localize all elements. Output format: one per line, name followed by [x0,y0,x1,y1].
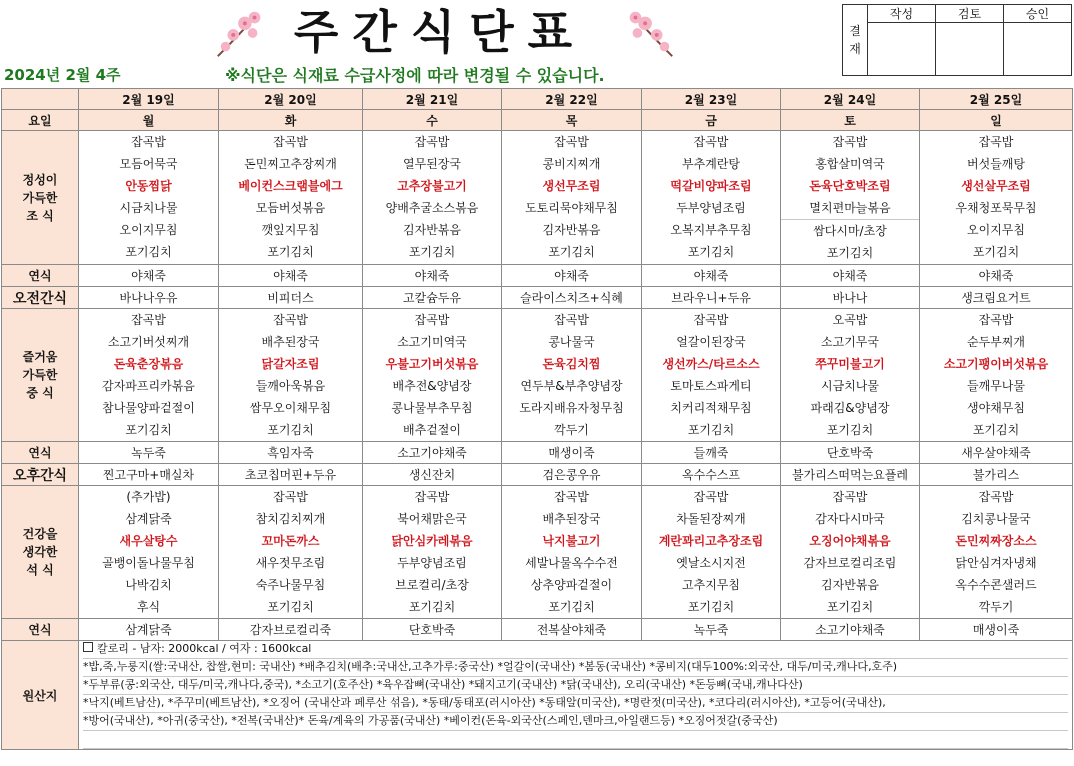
am-snack-cell: 슬라이스치즈+식혜 [502,287,642,309]
menu-item: 토마토스파게티 [670,379,752,393]
menu-item: 순두부찌개 [967,335,1025,349]
lunch-cell [920,309,1073,442]
dinner-cell [920,486,1073,619]
menu-item: 콩나물부추무침 [391,401,473,415]
breakfast-cell [502,131,642,265]
menu-item: 배추겉절이 [403,423,461,437]
dinner-porridge-label: 연식 [2,619,79,641]
approval-col: 승인 [1004,5,1072,23]
menu-item: 잡곡밥 [273,313,308,327]
lunch-porridge-cell: 새우살야채죽 [920,442,1073,464]
menu-item: 생선살무조림 [961,179,1031,193]
menu-item: 포기김치 [548,600,595,614]
menu-item: 베이컨스크램블에그 [238,179,343,193]
dinner-porridge-cell: 소고기야채죽 [781,619,920,641]
menu-item: 생선까스/타르소스 [662,357,760,371]
menu-item: 잡곡밥 [131,135,166,149]
am-snack-label: 오전간식 [2,287,79,309]
menu-item: 포기김치 [826,423,874,437]
menu-item: 골뱅이돌나물무침 [102,556,195,570]
menu-item: 버섯들깨탕 [967,157,1025,171]
menu-item: 포기김치 [972,423,1020,437]
weekday-label: 요일 [2,110,79,131]
menu-item: 나박김치 [125,578,172,592]
menu-item: 김자반볶음 [821,578,879,592]
breakfast-porridge-cell: 야채죽 [79,265,219,287]
calorie-text: 칼로리 - 남자: 2000kcal / 여자 : 1600kcal [97,642,312,655]
menu-item: 잡곡밥 [978,490,1014,504]
menu-item: 닭안심겨자냉채 [955,556,1037,570]
menu-item: 포기김치 [687,245,735,259]
origin-blank-line [83,731,1068,749]
dinner-porridge-cell: 전복살야채죽 [502,619,642,641]
menu-item: 모듬버섯볶음 [255,201,326,215]
dinner-cell [781,486,920,619]
menu-item: 잡곡밥 [693,313,729,327]
menu-item: 도라지배유자청무침 [519,401,624,415]
menu-item: 후식 [136,600,161,614]
menu-item: 옛날소시지전 [676,556,746,570]
date-header: 2월 21일 [363,89,502,110]
approval-sign[interactable] [868,23,936,76]
lunch-cell [363,309,502,442]
menu-item: 콩나물국 [548,335,595,349]
pm-snack-cell: 찐고구마+매실차 [79,464,219,486]
approval-col: 작성 [868,5,936,23]
menu-item: 브로컬리/초장 [395,578,469,592]
menu-item: 얼갈이된장국 [676,335,746,349]
lunch-porridge-cell: 녹두죽 [79,442,219,464]
menu-item: 참치김치찌개 [255,512,326,526]
menu-item: 모듬어묵국 [119,157,178,171]
lunch-porridge-cell: 들깨죽 [642,442,781,464]
menu-item: 깍두기 [978,600,1014,614]
origin-line: *방어(국내산), *아귀(중국산), *전복(국내산)* 돈육/계육의 가공품(국내산) *베이컨(돈육-외국산(스페인,덴마크,아일랜드등) *오징어젓갈(중국산) [83,713,1068,731]
menu-item: (추가밥) [126,490,171,504]
menu-item: 소고기팽이버섯볶음 [943,357,1049,371]
menu-item: 잡곡밥 [978,313,1014,327]
menu-item: 감자브로컬리조림 [803,556,897,570]
menu-item: 잡곡밥 [131,313,166,327]
menu-item: 닭갈자조림 [261,357,320,371]
menu-item: 삼계닭죽 [125,512,172,526]
menu-item: 낙지불고기 [542,534,601,548]
pm-snack-label: 오후간식 [2,464,79,486]
menu-item: 콩비지찌개 [542,157,601,171]
dinner-cell [502,486,642,619]
weekday-header: 일 [920,110,1073,131]
checkbox-icon [83,642,93,652]
lunch-porridge-label: 연식 [2,442,79,464]
menu-item: 깻잎지무침 [261,223,320,237]
notice-text: ※식단은 식재료 수급사정에 따라 변경될 수 있습니다. [225,66,605,85]
am-snack-cell: 브라우니+두유 [642,287,781,309]
pm-snack-cell: 초코칩머핀+두유 [219,464,363,486]
menu-item: 포기김치 [267,245,314,259]
menu-item: 잡곡밥 [554,135,589,149]
menu-item: 들깨아욱볶음 [255,379,326,393]
menu-item: 새우젓무조림 [255,556,326,570]
breakfast-cell [219,131,363,265]
menu-item: 돈민찌고추장찌개 [244,157,337,171]
breakfast-cell [920,131,1073,265]
dinner-cell [79,486,219,619]
dinner-cell [642,486,781,619]
menu-item: 배추전&양념장 [392,379,472,393]
breakfast-porridge-cell: 야채죽 [920,265,1073,287]
origin-line: *밥,죽,누룽지(쌀:국내산, 찹쌀,현미: 국내산) *배추김치(배추:국내산,고추가루:중국산) *얼갈이(국내산) *봄동(국내산) *콩비지(대두100%:외국산, 대두/미국,캐나다,호주) [83,659,1068,677]
menu-item: 연두부&부추양념장 [520,379,623,393]
menu-item: 우불고기버섯볶음 [385,357,479,371]
date-header: 2월 19일 [79,89,219,110]
menu-item: 들깨무나물 [967,379,1025,393]
menu-item: 잡곡밥 [693,135,729,149]
calorie-info [83,641,1068,659]
menu-item: 잡곡밥 [554,313,589,327]
menu-item: 우채청포묵무침 [955,201,1037,215]
lunch-porridge-cell: 매생이죽 [502,442,642,464]
menu-item: 포기김치 [267,600,314,614]
menu-item: 포기김치 [267,423,314,437]
menu-item: 돈육단호박조림 [809,179,891,193]
menu-item: 떡갈비양파조림 [670,179,752,193]
origin-cell [79,641,1073,750]
menu-item: 세발나물옥수수전 [525,556,618,570]
menu-item: 고추지무침 [682,578,740,592]
menu-item: 숙주나물무침 [255,578,326,592]
dinner-label: 건강을 생각한 석 식 [2,486,79,619]
menu-item: 포기김치 [687,600,735,614]
menu-item: 돈육김치찜 [542,357,601,371]
menu-item: 계란꽈리고추장조림 [658,534,764,548]
dinner-porridge-cell: 매생이죽 [920,619,1073,641]
dinner-porridge-cell: 단호박죽 [363,619,502,641]
breakfast-cell [642,131,781,265]
menu-item: 새우살탕수 [119,534,178,548]
origin-line: *낙지(베트남산), *주꾸미(베트남산), *오징어 (국내산과 페루산 섞음), *동태/동태포(러시아산) *동태알(미국산), *명란젓(미국산), *코다리(러시아산), *고등어(국내산), [83,695,1068,713]
menu-item: 감자다시마국 [815,512,885,526]
weekday-header: 금 [642,110,781,131]
weekday-header: 목 [502,110,642,131]
menu-item: 김치콩나물국 [961,512,1031,526]
breakfast-porridge-cell: 야채죽 [219,265,363,287]
cherry-blossom-icon [212,4,270,62]
menu-item: 시금치나물 [821,379,879,393]
origin-label: 원산지 [2,641,79,750]
menu-item: 쭈꾸미불고기 [815,357,885,371]
approval-col: 검토 [936,5,1004,23]
menu-item: 도토리묵야채무침 [525,201,618,215]
menu-item: 포기김치 [408,600,456,614]
approval-sign[interactable] [936,23,1004,76]
menu-item: 쌈다시마/초장 [813,224,887,238]
menu-item: 꼬마돈까스 [261,534,320,548]
menu-item: 잡곡밥 [978,135,1014,149]
breakfast-porridge-cell: 야채죽 [363,265,502,287]
menu-item: 파래김&양념장 [810,401,890,415]
menu-item: 돈육춘장볶음 [113,357,184,371]
lunch-porridge-cell: 소고기야채죽 [363,442,502,464]
dinner-porridge-cell: 삼계닭죽 [79,619,219,641]
menu-item: 포기김치 [687,423,735,437]
breakfast-porridge-cell: 야채죽 [642,265,781,287]
menu-item: 감자파프리카볶음 [102,379,195,393]
menu-item: 잡곡밥 [414,135,450,149]
menu-item: 오곡밥 [832,313,868,327]
dinner-porridge-cell: 감자브로컬리죽 [219,619,363,641]
breakfast-porridge-cell: 야채죽 [502,265,642,287]
menu-item: 배추된장국 [261,335,320,349]
menu-item: 소고기미역국 [397,335,467,349]
menu-item: 참나물양파겉절이 [102,401,195,415]
menu-item: 오이지무침 [967,223,1025,237]
approval-sign[interactable] [1004,23,1072,76]
menu-item: 고추장불고기 [397,179,467,193]
menu-item: 소고기버섯찌개 [107,335,190,349]
menu-item: 잡곡밥 [554,490,589,504]
am-snack-cell: 바나나 [781,287,920,309]
pm-snack-cell: 생신잔치 [363,464,502,486]
menu-item: 두부양념조림 [676,201,746,215]
approval-box [842,4,1072,76]
am-snack-cell: 비피더스 [219,287,363,309]
week-label: 2024년 2월 4주 [4,66,121,84]
breakfast-porridge-label: 연식 [2,265,79,287]
menu-item: 김자반볶음 [542,223,601,237]
am-snack-cell: 생크림요거트 [920,287,1073,309]
menu-item: 생선무조림 [542,179,601,193]
origin-line: *두부류(콩:외국산, 대두/미국,캐나다,중국), *소고기(호주산) *육우잡뼈(국내산) *돼지고기(국내산) *닭(국내산), 오리(국내산) *돈등뼈(국내,캐나다산) [83,677,1068,695]
breakfast-label: 정성이 가득한 조 식 [2,131,79,265]
menu-item: 북어채맑은국 [397,512,467,526]
menu-item: 포기김치 [408,245,456,259]
lunch-cell [219,309,363,442]
lunch-cell [781,309,920,442]
breakfast-porridge-cell: 야채죽 [781,265,920,287]
menu-item: 치커리적채무침 [670,401,752,415]
pm-snack-cell: 불가리스떠먹는요플레 [781,464,920,486]
menu-item: 잡곡밥 [693,490,729,504]
dinner-porridge-cell: 녹두죽 [642,619,781,641]
menu-item: 포기김치 [548,245,595,259]
lunch-cell [642,309,781,442]
menu-item: 상추양파겉절이 [530,578,613,592]
menu-item: 닭안심카레볶음 [391,534,473,548]
menu-item: 멸치편마늘볶음 [781,197,919,220]
date-header: 2월 25일 [920,89,1073,110]
dinner-cell [363,486,502,619]
approval-label: 결 재 [843,5,868,76]
weekday-header: 수 [363,110,502,131]
menu-item: 오이지무침 [119,223,178,237]
menu-item: 김자반볶음 [403,223,461,237]
menu-item: 포기김치 [125,423,172,437]
menu-item: 잡곡밥 [414,313,450,327]
menu-item: 배추된장국 [542,512,601,526]
menu-item: 잡곡밥 [414,490,450,504]
weekday-header: 토 [781,110,920,131]
menu-item: 깍두기 [554,423,589,437]
weekday-header: 화 [219,110,363,131]
date-header: 2월 20일 [219,89,363,110]
lunch-porridge-cell: 흑임자죽 [219,442,363,464]
menu-table [1,88,1073,750]
menu-item: 안동찜닭 [125,179,172,193]
breakfast-cell [79,131,219,265]
menu-item: 양배추굴소스볶음 [385,201,479,215]
menu-item: 포기김치 [125,245,172,259]
menu-item: 두부양념조림 [397,556,467,570]
am-snack-cell: 고칼슘두유 [363,287,502,309]
menu-item: 생야채무침 [967,401,1025,415]
lunch-cell [502,309,642,442]
menu-item: 시금치나물 [119,201,178,215]
dinner-cell [219,486,363,619]
lunch-porridge-cell: 단호박죽 [781,442,920,464]
menu-item: 잡곡밥 [832,135,868,149]
menu-item: 잡곡밥 [273,135,308,149]
breakfast-cell [363,131,502,265]
corner-cell [2,89,79,110]
cherry-blossom-icon [620,4,678,62]
menu-item: 포기김치 [826,600,874,614]
menu-item: 차돌된장찌개 [676,512,746,526]
date-header: 2월 22일 [502,89,642,110]
weekday-header: 월 [79,110,219,131]
menu-item: 돈민찌짜장소스 [955,534,1037,548]
page-title: 주간식단표 [293,5,587,59]
menu-item: 오복지부추무침 [670,223,752,237]
menu-item: 홍합살미역국 [815,157,885,171]
menu-item: 쌈무오이채무침 [249,401,332,415]
lunch-label: 즐거움 가득한 중 식 [2,309,79,442]
lunch-cell [79,309,219,442]
menu-item: 포기김치 [972,245,1020,259]
menu-item: 열무된장국 [403,157,461,171]
menu-item: 부추계란탕 [682,157,740,171]
breakfast-cell [781,131,920,265]
menu-item: 잡곡밥 [273,490,308,504]
pm-snack-cell: 검은콩우유 [502,464,642,486]
date-header: 2월 24일 [781,89,920,110]
date-header: 2월 23일 [642,89,781,110]
menu-item: 소고기무국 [821,335,879,349]
menu-item: 옥수수콘샐러드 [955,578,1037,592]
menu-item: 잡곡밥 [832,490,868,504]
pm-snack-cell: 옥수수스프 [642,464,781,486]
menu-item: 오징어야채볶음 [809,534,891,548]
pm-snack-cell: 불가리스 [920,464,1073,486]
menu-item: 포기김치 [826,246,874,260]
am-snack-cell: 바나나우유 [79,287,219,309]
